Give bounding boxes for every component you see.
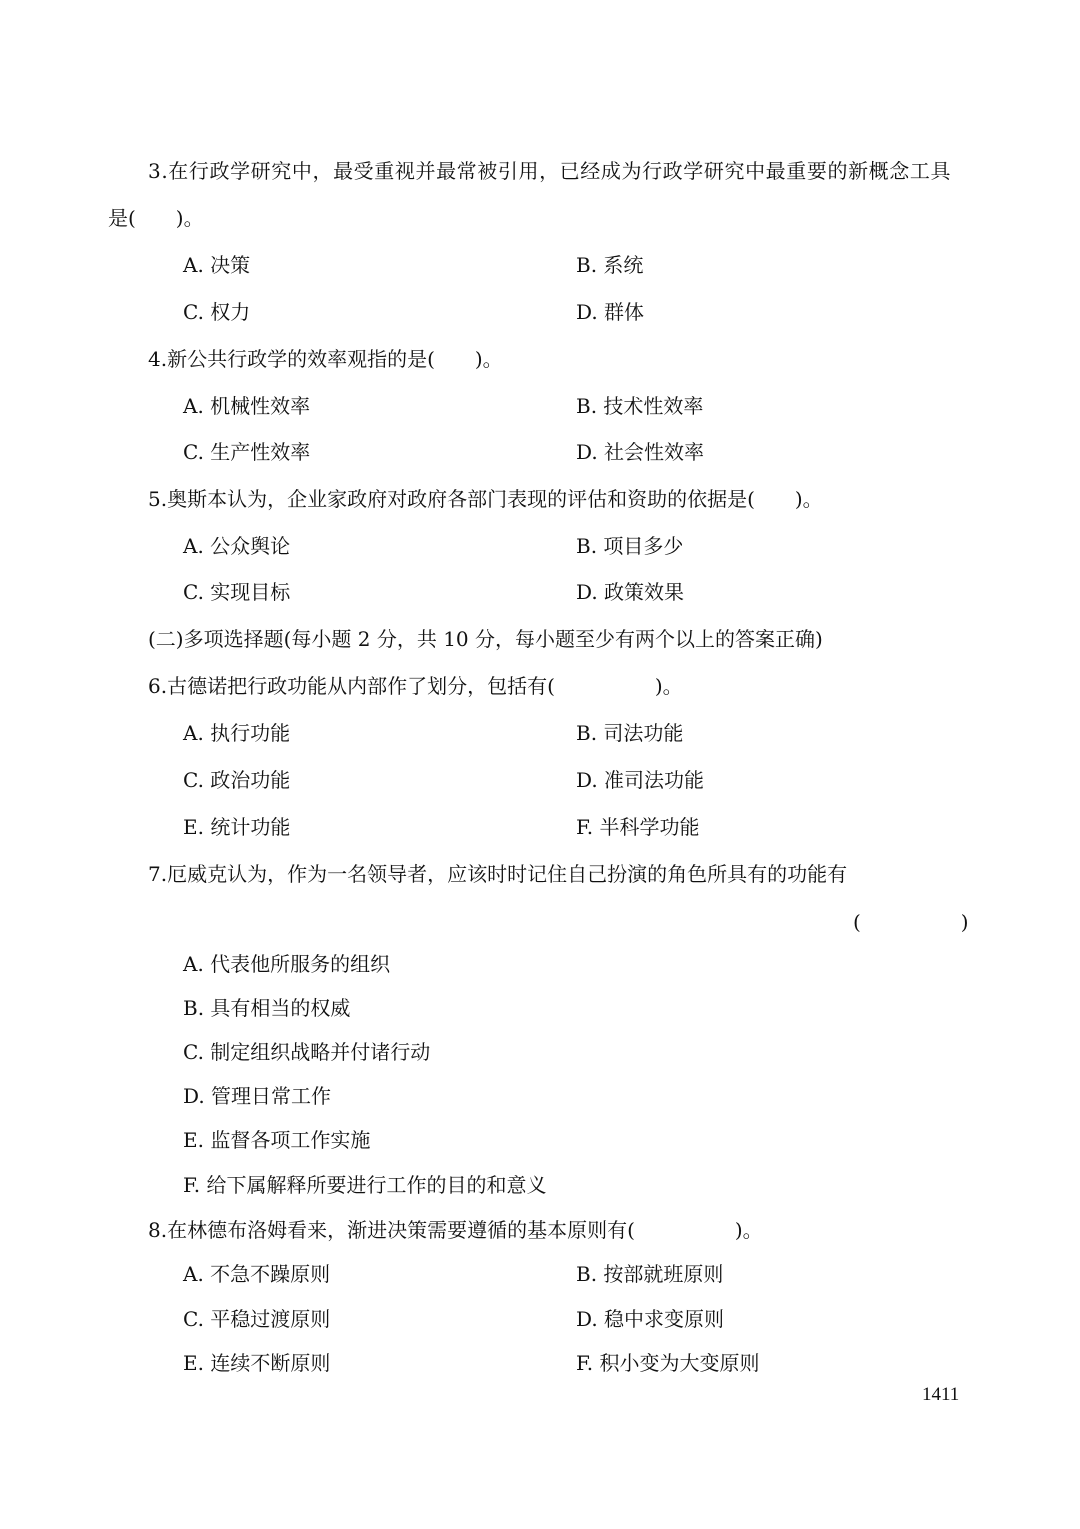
q3-stem-line1: 3.在行政学研究中，最受重视并最常被引用，已经成为行政学研究中最重要的新概念工具 <box>148 159 952 183</box>
q6-stem: 6.古德诺把行政功能从内部作了划分，包括有( )。 <box>148 674 683 698</box>
q3-option-a: A. 决策 <box>183 253 251 277</box>
q6-option-a: A. 执行功能 <box>183 721 291 745</box>
q5-stem: 5.奥斯本认为，企业家政府对政府各部门表现的评估和资助的依据是( )。 <box>148 487 823 511</box>
q7-option-e: E. 监督各项工作实施 <box>183 1128 371 1152</box>
q8-option-e: E. 连续不断原则 <box>183 1351 331 1375</box>
q8-stem: 8.在林德布洛姆看来，渐进决策需要遵循的基本原则有( )。 <box>148 1218 763 1242</box>
q7-option-a: A. 代表他所服务的组织 <box>183 952 391 976</box>
q4-option-c: C. 生产性效率 <box>183 440 311 464</box>
q3-option-c: C. 权力 <box>183 300 251 324</box>
q7-option-c: C. 制定组织战略并付诸行动 <box>183 1040 431 1064</box>
q3-stem-line2: 是( )。 <box>108 206 204 230</box>
q8-option-c: C. 平稳过渡原则 <box>183 1307 331 1331</box>
q8-option-b: B. 按部就班原则 <box>576 1262 724 1286</box>
q4-option-a: A. 机械性效率 <box>183 394 311 418</box>
section-heading-multiple-choice: (二)多项选择题(每小题 2 分，共 10 分，每小题至少有两个以上的答案正确) <box>148 627 823 651</box>
q4-option-b: B. 技术性效率 <box>576 394 704 418</box>
q3-option-b: B. 系统 <box>576 253 644 277</box>
q6-option-d: D. 准司法功能 <box>576 768 705 792</box>
q7-stem: 7.厄威克认为，作为一名领导者，应该时时记住自己扮演的角色所具有的功能有 <box>148 862 848 886</box>
q7-answer-paren: ( ) <box>853 910 969 934</box>
q8-option-d: D. 稳中求变原则 <box>576 1307 725 1331</box>
q4-option-d: D. 社会性效率 <box>576 440 705 464</box>
q7-option-b: B. 具有相当的权威 <box>183 996 351 1020</box>
q6-option-e: E. 统计功能 <box>183 815 291 839</box>
q7-option-f: F. 给下属解释所要进行工作的目的和意义 <box>183 1173 547 1197</box>
page-number: 1411 <box>922 1384 960 1405</box>
q5-option-c: C. 实现目标 <box>183 580 291 604</box>
q6-option-b: B. 司法功能 <box>576 721 684 745</box>
q5-option-a: A. 公众舆论 <box>183 534 291 558</box>
q8-option-f: F. 积小变为大变原则 <box>576 1351 760 1375</box>
q5-option-b: B. 项目多少 <box>576 534 684 558</box>
q7-option-d: D. 管理日常工作 <box>183 1084 332 1108</box>
q4-stem: 4.新公共行政学的效率观指的是( )。 <box>148 347 503 371</box>
q3-option-d: D. 群体 <box>576 300 645 324</box>
q5-option-d: D. 政策效果 <box>576 580 685 604</box>
q6-option-f: F. 半科学功能 <box>576 815 700 839</box>
q8-option-a: A. 不急不躁原则 <box>183 1262 331 1286</box>
q6-option-c: C. 政治功能 <box>183 768 291 792</box>
